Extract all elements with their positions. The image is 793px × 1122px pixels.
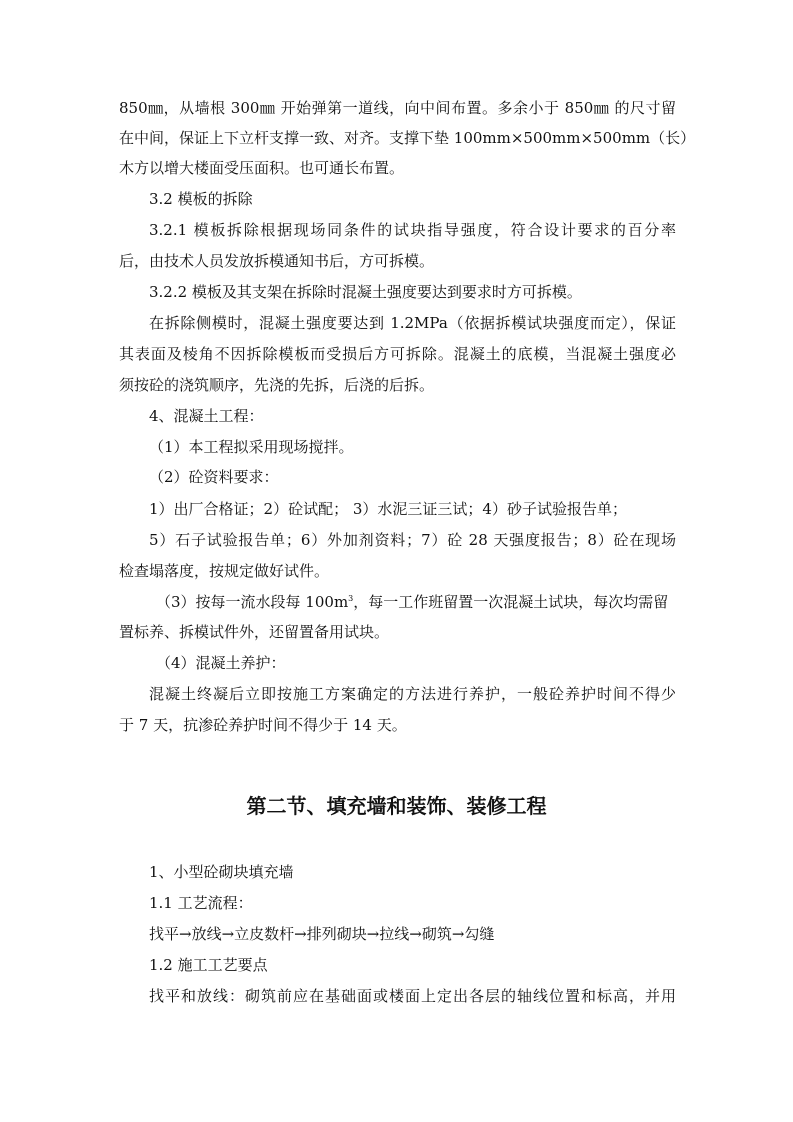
text-run: ，每一工作班留置一次混凝土试块，每次均需留 [353,593,669,611]
paragraph-line: 检查塌落度，按规定做好试件。 [119,562,330,580]
paragraph-line: 其表面及棱角不因拆除模板而受损后方可拆除。混凝土的底模，当混凝土强度必 [119,345,676,363]
subsection-title: 4、混凝土工程： [149,407,264,425]
paragraph-line: 混凝土终凝后立即按施工方案确定的方法进行养护，一般砼养护时间不得少 [149,685,676,703]
paragraph-line: 850㎜，从墙根 300㎜ 开始弹第一道线，向中间布置。多余小于 850㎜ 的尺寸留 [119,99,676,117]
list-item: （4）混凝土养护： [156,654,286,672]
paragraph-line: 在拆除侧模时，混凝土强度要达到 1.2MPa（依据拆模试块强度而定），保证 [149,314,676,332]
list-item [156,592,668,612]
subsection-title: 1、小型砼砌块填充墙 [149,863,294,881]
paragraph-line: 3.2.2 模板及其支架在拆除时混凝土强度要达到要求时方可拆模。 [149,283,582,301]
paragraph-line: 置标养、拆模试件外，还留置备用试块。 [119,623,390,641]
section-heading: 第二节、填充墙和装饰、装修工程 [246,794,547,818]
paragraph-line: 在中间，保证上下立杆支撑一致、对齐。支撑下垫 100mm×500mm×500mm（长） [119,129,696,147]
subsection-title: 3.2 模板的拆除 [149,190,253,208]
text-run: （3）按每一流水段每 100m [156,593,349,611]
subsection-title: 1.2 施工工艺要点 [149,956,268,974]
superscript: 3 [348,594,354,603]
list-item: （1）本工程拟采用现场搅拌。 [149,438,354,456]
paragraph-line: 木方以增大楼面受压面积。也可通长布置。 [119,159,405,177]
paragraph-line: 后，由技术人员发放拆模通知书后，方可拆模。 [119,252,435,270]
paragraph-line: 1）出厂合格证；2）砼试配； 3）水泥三证三试；4）砂子试验报告单； [149,500,627,518]
process-flow: 找平→放线→立皮数杆→排列砌块→拉线→砌筑→勾缝 [149,925,495,943]
list-item: （2）砼资料要求： [149,468,279,486]
paragraph-line: 5）石子试验报告单；6）外加剂资料；7）砼 28 天强度报告；8）砼在现场 [149,531,676,549]
paragraph-line: 找平和放线：砌筑前应在基础面或楼面上定出各层的轴线位置和标高，并用 [149,987,676,1005]
paragraph-line: 须按砼的浇筑顺序，先浇的先拆，后浇的后拆。 [119,376,435,394]
paragraph-line: 3.2.1 模板拆除根据现场同条件的试块指导强度，符合设计要求的百分率 [149,221,676,239]
subsection-title: 1.1 工艺流程： [149,894,253,912]
paragraph-line: 于 7 天，抗渗砼养护时间不得少于 14 天。 [119,716,407,734]
